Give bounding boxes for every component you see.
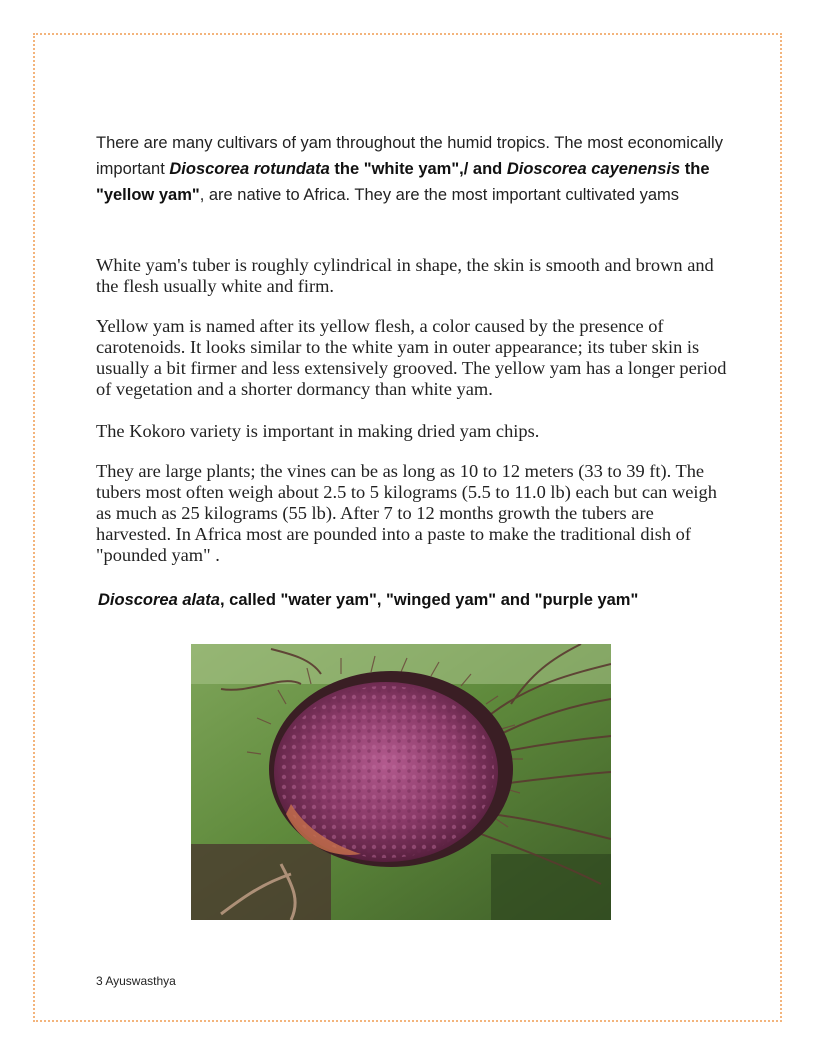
purple-yam-photo — [191, 644, 611, 920]
white-yam-label: the "white yam",/ and — [329, 160, 507, 178]
intro-text-1: There are many cultivars of yam throughout the humid tropics. The most economically important — [96, 134, 723, 178]
plant-size-paragraph: They are large plants; the vines can be as long as 10 to 12 meters (33 to 39 ft). The tubers most often weigh about 2.5 to 5 kilograms (5.5 to 11.0 lb) each but can weigh as much as 25 kilograms (55 lb). After 7 to 12 months growth the tubers are harvested. In Africa most are pounded into a paste to make the traditional dish of "pounded yam" . — [96, 461, 717, 565]
alata-heading — [98, 589, 738, 611]
species-cayenensis: Dioscorea cayenensis — [506, 160, 681, 178]
page-footer: 3 Ayuswasthya — [96, 974, 176, 988]
alata-common-names: , called "water yam", "winged yam" and "purple yam" — [219, 591, 639, 609]
white-yam-paragraph: White yam's tuber is roughly cylindrical in shape, the skin is smooth and brown and the flesh usually white and firm. — [96, 255, 714, 296]
species-alata: Dioscorea alata — [98, 591, 220, 609]
intro-paragraph — [96, 130, 736, 208]
intro-text-2: , are native to Africa. They are the most important cultivated yams — [199, 186, 680, 204]
species-rotundata: Dioscorea rotundata — [169, 160, 330, 178]
kokoro-paragraph: The Kokoro variety is important in making dried yam chips. — [96, 421, 540, 441]
yellow-yam-label: the "yellow yam" — [96, 160, 710, 204]
yellow-yam-paragraph: Yellow yam is named after its yellow flesh, a color caused by the presence of carotenoids. It looks similar to the white yam in outer appearance; its tuber skin is usually a bit firmer and less extensively grooved. The yellow yam has a longer period of vegetation and a shorter dormancy than white yam. — [96, 316, 727, 399]
purple-yam-illustration — [191, 644, 611, 920]
